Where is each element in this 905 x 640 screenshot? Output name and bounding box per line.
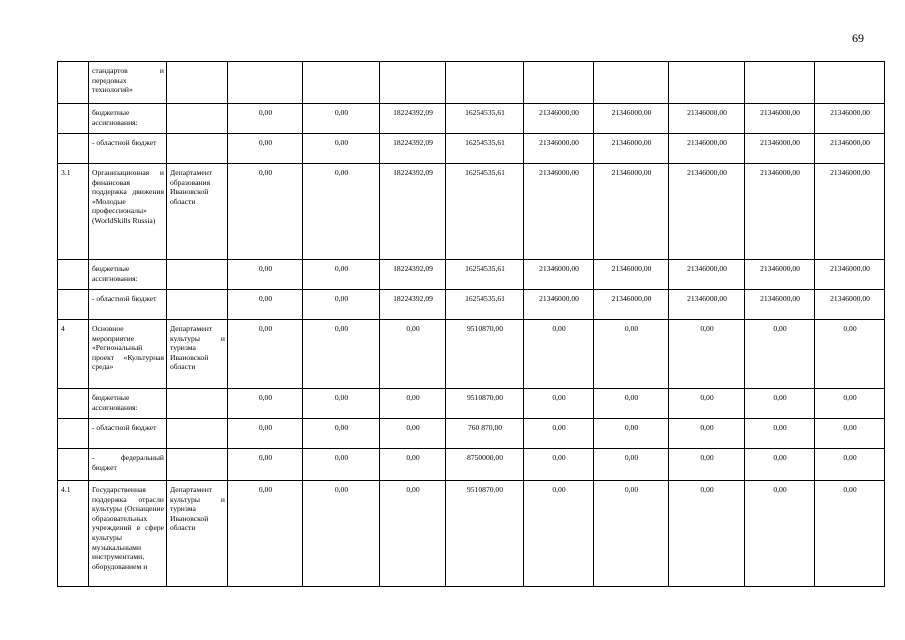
value-cell: 0,00 [228,164,303,260]
value-cell: 0,00 [524,419,594,449]
row-responsible [167,260,228,290]
value-cell [380,62,446,104]
value-cell: 9510870,00 [446,320,524,389]
value-cell: 18224392,09 [380,260,446,290]
value-cell: 18224392,09 [380,104,446,134]
value-cell: 0,00 [669,449,745,481]
row-index [58,389,89,419]
row-name: Государственная поддержка отрасли культуры (Оснащение образовательных учреждений в сфере культуры музыкальными инструментами, оборудованием и [89,481,167,587]
value-cell: 0,00 [228,320,303,389]
value-cell [594,62,669,104]
row-name: Основное мероприятие «Региональный проект «Культурная среда» [89,320,167,389]
value-cell: 0,00 [669,481,745,587]
row-responsible [167,449,228,481]
row-responsible [167,290,228,320]
table-row [58,104,885,134]
value-cell [524,62,594,104]
value-cell: 21346000,00 [524,290,594,320]
value-cell: 0,00 [228,104,303,134]
row-name: - областной бюджет [89,134,167,164]
value-cell: 21346000,00 [594,164,669,260]
value-cell: 0,00 [303,320,380,389]
row-name: бюджетные ассигнования: [89,260,167,290]
value-cell: 18224392,09 [380,134,446,164]
value-cell: 0,00 [303,389,380,419]
row-responsible: Департамент образования Ивановской области [167,164,228,260]
value-cell: 0,00 [669,389,745,419]
value-cell: 0,00 [815,320,885,389]
value-cell: 9510870,00 [446,481,524,587]
table-row [58,481,885,587]
value-cell: 0,00 [815,419,885,449]
value-cell [745,62,815,104]
value-cell: 18224392,09 [380,290,446,320]
row-name: - федеральный бюджет [89,449,167,481]
value-cell: 21346000,00 [669,260,745,290]
value-cell: 18224392,09 [380,164,446,260]
row-responsible: Департамент культуры и туризма Ивановской области [167,481,228,587]
value-cell: 0,00 [303,481,380,587]
value-cell: 0,00 [380,320,446,389]
value-cell [815,62,885,104]
value-cell: 0,00 [815,449,885,481]
row-index: 3.1 [58,164,89,260]
value-cell: 21346000,00 [669,164,745,260]
value-cell: 0,00 [303,449,380,481]
value-cell [303,62,380,104]
value-cell: 21346000,00 [524,260,594,290]
value-cell: 16254535,61 [446,290,524,320]
value-cell [446,62,524,104]
value-cell: 0,00 [303,260,380,290]
row-responsible [167,134,228,164]
row-name: стандартов и передовых технологий» [89,62,167,104]
table-row [58,134,885,164]
value-cell: 21346000,00 [815,134,885,164]
row-index [58,104,89,134]
value-cell: 0,00 [228,481,303,587]
value-cell: 21346000,00 [745,164,815,260]
value-cell: 0,00 [303,290,380,320]
value-cell: 0,00 [745,449,815,481]
value-cell: 21346000,00 [669,134,745,164]
table-row [58,260,885,290]
row-index [58,260,89,290]
row-responsible [167,62,228,104]
row-responsible [167,104,228,134]
value-cell: 21346000,00 [815,164,885,260]
table-row [58,449,885,481]
value-cell: 0,00 [524,481,594,587]
row-index [58,419,89,449]
table-row [58,290,885,320]
value-cell: 21346000,00 [524,104,594,134]
value-cell: 21346000,00 [594,290,669,320]
table-row [58,419,885,449]
row-name: Организационная и финансовая поддержка движения «Молодые профессионалы» (WorldSkills Russia) [89,164,167,260]
value-cell: 0,00 [228,419,303,449]
value-cell: 760 870,00 [446,419,524,449]
value-cell: 0,00 [815,389,885,419]
value-cell: 0,00 [303,134,380,164]
table-row [58,389,885,419]
value-cell: 21346000,00 [815,260,885,290]
value-cell: 0,00 [594,320,669,389]
budget-table [57,61,885,587]
value-cell: 0,00 [594,481,669,587]
row-name: бюджетные ассигнования: [89,104,167,134]
value-cell: 21346000,00 [594,134,669,164]
table-row [58,62,885,104]
value-cell: 0,00 [594,389,669,419]
value-cell: 0,00 [380,449,446,481]
value-cell: 16254535,61 [446,104,524,134]
value-cell: 0,00 [745,481,815,587]
value-cell: 0,00 [594,419,669,449]
value-cell: 0,00 [380,481,446,587]
value-cell: 0,00 [669,419,745,449]
value-cell: 21346000,00 [669,290,745,320]
row-name: - областной бюджет [89,419,167,449]
table-row [58,320,885,389]
value-cell: 0,00 [815,481,885,587]
value-cell: 21346000,00 [815,290,885,320]
value-cell: 21346000,00 [745,290,815,320]
value-cell: 0,00 [524,449,594,481]
value-cell: 0,00 [303,104,380,134]
value-cell: 0,00 [669,320,745,389]
value-cell: 16254535,61 [446,134,524,164]
value-cell: 9510870,00 [446,389,524,419]
value-cell: 21346000,00 [524,134,594,164]
page-number: 69 [852,31,864,45]
value-cell: 21346000,00 [745,104,815,134]
row-responsible [167,419,228,449]
value-cell: 16254535,61 [446,164,524,260]
value-cell [228,62,303,104]
value-cell: 0,00 [524,389,594,419]
row-index [58,62,89,104]
value-cell: 0,00 [745,419,815,449]
value-cell: 21346000,00 [669,104,745,134]
value-cell: 21346000,00 [745,260,815,290]
row-index [58,290,89,320]
row-index: 4 [58,320,89,389]
value-cell: 0,00 [380,389,446,419]
row-responsible: Департамент культуры и туризма Ивановской области [167,320,228,389]
row-index: 4.1 [58,481,89,587]
value-cell [669,62,745,104]
value-cell: 0,00 [745,389,815,419]
value-cell: 0,00 [594,449,669,481]
row-name: - областной бюджет [89,290,167,320]
value-cell: 0,00 [303,164,380,260]
value-cell: 21346000,00 [524,164,594,260]
value-cell: 0,00 [303,419,380,449]
value-cell: 0,00 [228,134,303,164]
value-cell: 21346000,00 [594,260,669,290]
value-cell: 0,00 [745,320,815,389]
value-cell: 21346000,00 [594,104,669,134]
table-row [58,164,885,260]
value-cell: 0,00 [524,320,594,389]
value-cell: 16254535,61 [446,260,524,290]
value-cell: 0,00 [228,449,303,481]
value-cell: 0,00 [228,389,303,419]
value-cell: 0,00 [228,290,303,320]
value-cell: 21346000,00 [815,104,885,134]
row-name: бюджетные ассигнования: [89,389,167,419]
value-cell: 8750000,00 [446,449,524,481]
value-cell: 0,00 [380,419,446,449]
row-index [58,449,89,481]
row-index [58,134,89,164]
value-cell: 21346000,00 [745,134,815,164]
row-responsible [167,389,228,419]
value-cell: 0,00 [228,260,303,290]
